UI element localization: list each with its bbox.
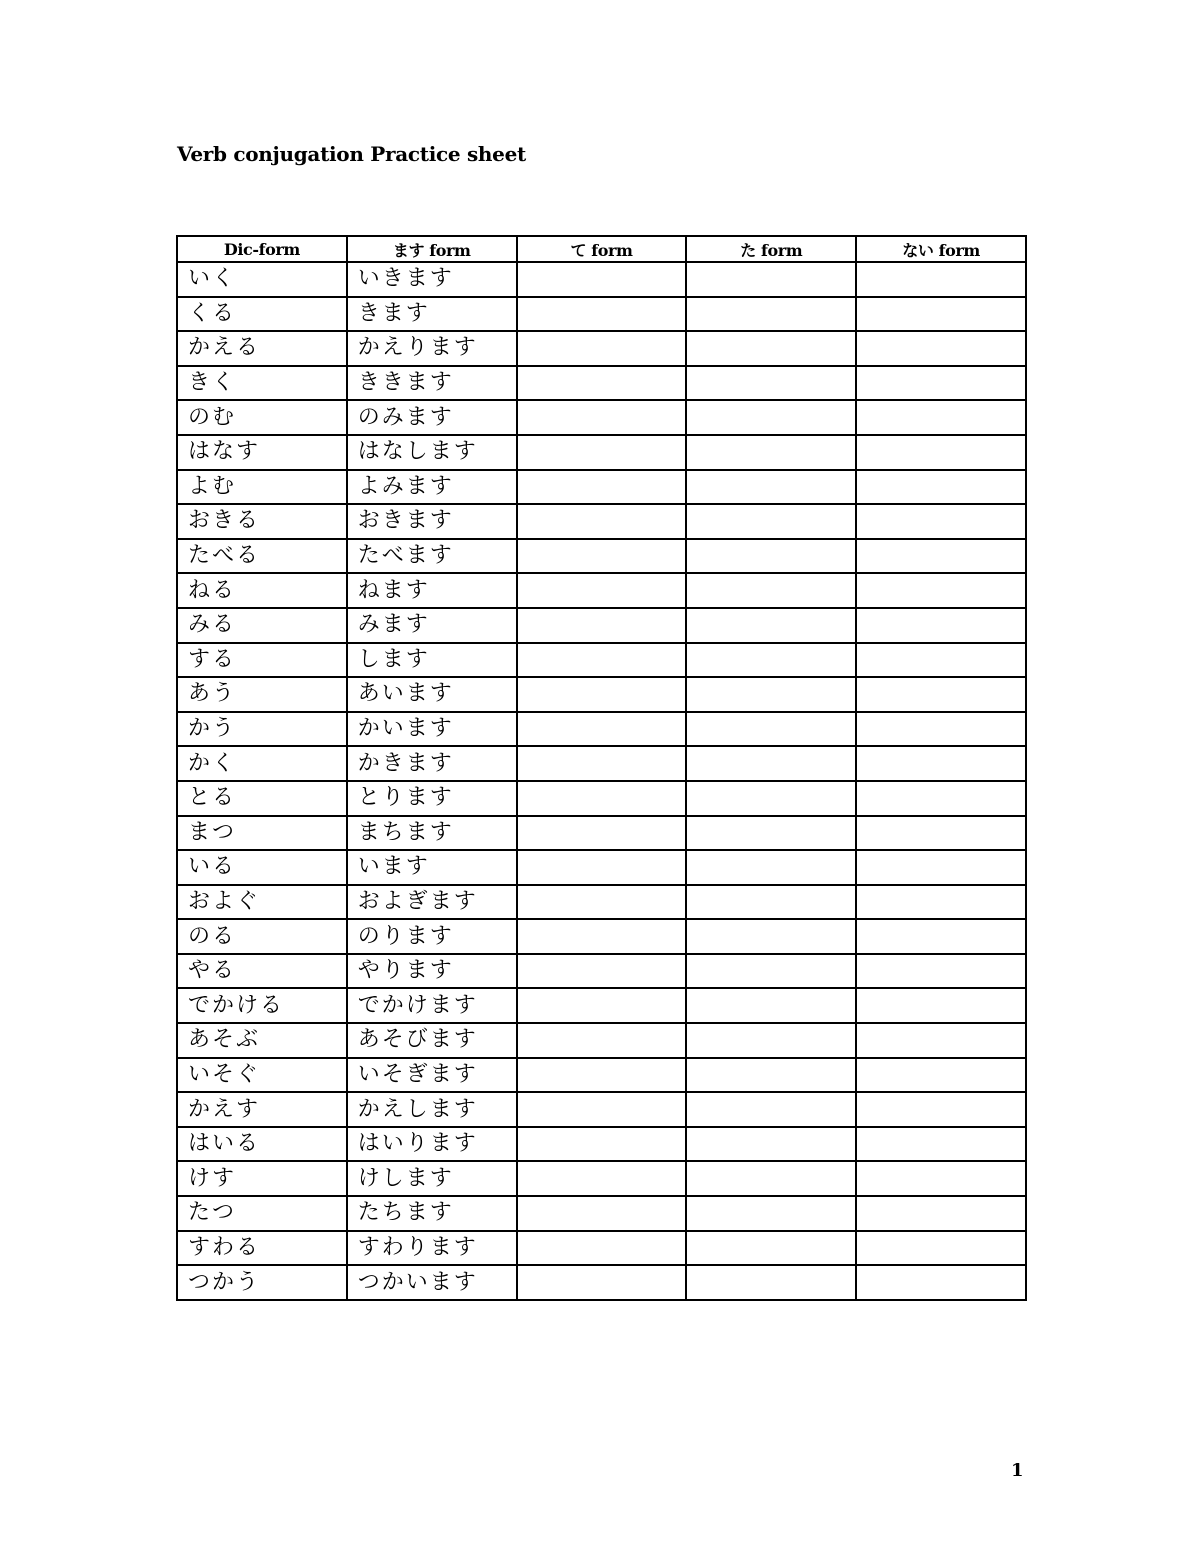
masu-form-cell: およぎます [347, 885, 517, 920]
ta-form-answer-cell[interactable] [686, 954, 856, 989]
te-form-answer-cell[interactable] [517, 988, 687, 1023]
te-form-answer-cell[interactable] [517, 677, 687, 712]
table-header-row [177, 236, 1026, 262]
table-row [177, 366, 1026, 401]
masu-form-cell: かえります [347, 331, 517, 366]
masu-form-cell: やります [347, 954, 517, 989]
dic-form-cell: つかう [177, 1265, 347, 1300]
masu-form-cell: つかいます [347, 1265, 517, 1300]
masu-form-cell: かきます [347, 746, 517, 781]
dic-form-cell: みる [177, 608, 347, 643]
nai-form-answer-cell[interactable] [856, 1265, 1026, 1300]
table-row [177, 919, 1026, 954]
dic-form-cell: およぐ [177, 885, 347, 920]
table-row [177, 643, 1026, 678]
table-row [177, 331, 1026, 366]
masu-form-cell: あそびます [347, 1023, 517, 1058]
masu-form-cell: います [347, 850, 517, 885]
masu-form-cell: のります [347, 919, 517, 954]
te-form-answer-cell[interactable] [517, 1231, 687, 1266]
table-row [177, 297, 1026, 332]
table-row [177, 1127, 1026, 1162]
ta-form-answer-cell[interactable] [686, 539, 856, 574]
te-form-answer-cell[interactable] [517, 435, 687, 470]
dic-form-cell: はなす [177, 435, 347, 470]
te-form-answer-cell[interactable] [517, 1161, 687, 1196]
masu-form-cell: きます [347, 297, 517, 332]
dic-form-cell: けす [177, 1161, 347, 1196]
table-row [177, 816, 1026, 851]
masu-form-cell: けします [347, 1161, 517, 1196]
masu-form-cell: すわります [347, 1231, 517, 1266]
nai-form-answer-cell[interactable] [856, 1127, 1026, 1162]
masu-form-cell: はいります [347, 1127, 517, 1162]
nai-form-answer-cell[interactable] [856, 366, 1026, 401]
nai-form-answer-cell[interactable] [856, 1161, 1026, 1196]
masu-form-cell: のみます [347, 400, 517, 435]
ta-form-answer-cell[interactable] [686, 331, 856, 366]
ta-form-answer-cell[interactable] [686, 746, 856, 781]
masu-form-cell: いそぎます [347, 1058, 517, 1093]
nai-form-answer-cell[interactable] [856, 1092, 1026, 1127]
dic-form-cell: まつ [177, 816, 347, 851]
table-row [177, 435, 1026, 470]
masu-form-cell: ききます [347, 366, 517, 401]
ta-form-answer-cell[interactable] [686, 1092, 856, 1127]
dic-form-cell: ねる [177, 573, 347, 608]
table-row [177, 539, 1026, 574]
te-form-answer-cell[interactable] [517, 1023, 687, 1058]
ta-form-answer-cell[interactable] [686, 816, 856, 851]
te-form-answer-cell[interactable] [517, 262, 687, 297]
dic-form-cell: くる [177, 297, 347, 332]
ta-form-answer-cell[interactable] [686, 850, 856, 885]
nai-form-answer-cell[interactable] [856, 504, 1026, 539]
ta-form-answer-cell[interactable] [686, 919, 856, 954]
dic-form-cell: やる [177, 954, 347, 989]
header-nai-form: ない form [856, 236, 1026, 262]
table-row [177, 262, 1026, 297]
table-row [177, 850, 1026, 885]
ta-form-answer-cell[interactable] [686, 1023, 856, 1058]
te-form-answer-cell[interactable] [517, 1092, 687, 1127]
ta-form-answer-cell[interactable] [686, 366, 856, 401]
header-masu-form: ます form [347, 236, 517, 262]
dic-form-cell: のる [177, 919, 347, 954]
masu-form-cell: たちます [347, 1196, 517, 1231]
table-row [177, 400, 1026, 435]
nai-form-answer-cell[interactable] [856, 850, 1026, 885]
ta-form-answer-cell[interactable] [686, 781, 856, 816]
masu-form-cell: します [347, 643, 517, 678]
masu-form-cell: はなします [347, 435, 517, 470]
table-row [177, 1092, 1026, 1127]
ta-form-answer-cell[interactable] [686, 262, 856, 297]
table-row [177, 1161, 1026, 1196]
ta-form-answer-cell[interactable] [686, 712, 856, 747]
table-row [177, 954, 1026, 989]
te-form-answer-cell[interactable] [517, 816, 687, 851]
ta-form-answer-cell[interactable] [686, 885, 856, 920]
te-form-answer-cell[interactable] [517, 366, 687, 401]
nai-form-answer-cell[interactable] [856, 746, 1026, 781]
te-form-answer-cell[interactable] [517, 885, 687, 920]
te-form-answer-cell[interactable] [517, 919, 687, 954]
ta-form-answer-cell[interactable] [686, 1265, 856, 1300]
te-form-answer-cell[interactable] [517, 1196, 687, 1231]
te-form-answer-cell[interactable] [517, 400, 687, 435]
table-row [177, 781, 1026, 816]
table-row [177, 677, 1026, 712]
dic-form-cell: あそぶ [177, 1023, 347, 1058]
masu-form-cell: みます [347, 608, 517, 643]
nai-form-answer-cell[interactable] [856, 470, 1026, 505]
table-row [177, 1196, 1026, 1231]
dic-form-cell: いく [177, 262, 347, 297]
dic-form-cell: かう [177, 712, 347, 747]
nai-form-answer-cell[interactable] [856, 435, 1026, 470]
te-form-answer-cell[interactable] [517, 643, 687, 678]
masu-form-cell: かえします [347, 1092, 517, 1127]
ta-form-answer-cell[interactable] [686, 608, 856, 643]
header-ta-form: た form [686, 236, 856, 262]
masu-form-cell: ねます [347, 573, 517, 608]
ta-form-answer-cell[interactable] [686, 1127, 856, 1162]
ta-form-answer-cell[interactable] [686, 400, 856, 435]
nai-form-answer-cell[interactable] [856, 677, 1026, 712]
nai-form-answer-cell[interactable] [856, 1058, 1026, 1093]
te-form-answer-cell[interactable] [517, 331, 687, 366]
te-form-answer-cell[interactable] [517, 504, 687, 539]
page-number: 1 [1011, 1460, 1024, 1481]
table-row [177, 1265, 1026, 1300]
te-form-answer-cell[interactable] [517, 781, 687, 816]
ta-form-answer-cell[interactable] [686, 677, 856, 712]
masu-form-cell: あいます [347, 677, 517, 712]
te-form-answer-cell[interactable] [517, 850, 687, 885]
dic-form-cell: いる [177, 850, 347, 885]
nai-form-answer-cell[interactable] [856, 400, 1026, 435]
table-body [177, 262, 1026, 1300]
ta-form-answer-cell[interactable] [686, 297, 856, 332]
table-row [177, 1023, 1026, 1058]
ta-form-answer-cell[interactable] [686, 1196, 856, 1231]
dic-form-cell: よむ [177, 470, 347, 505]
dic-form-cell: すわる [177, 1231, 347, 1266]
dic-form-cell: かく [177, 746, 347, 781]
te-form-answer-cell[interactable] [517, 297, 687, 332]
ta-form-answer-cell[interactable] [686, 1231, 856, 1266]
ta-form-answer-cell[interactable] [686, 1161, 856, 1196]
masu-form-cell: おきます [347, 504, 517, 539]
header-te-form: て form [517, 236, 687, 262]
table-row [177, 504, 1026, 539]
nai-form-answer-cell[interactable] [856, 712, 1026, 747]
nai-form-answer-cell[interactable] [856, 1023, 1026, 1058]
dic-form-cell: あう [177, 677, 347, 712]
table-row [177, 470, 1026, 505]
masu-form-cell: とります [347, 781, 517, 816]
table-row [177, 1058, 1026, 1093]
nai-form-answer-cell[interactable] [856, 608, 1026, 643]
ta-form-answer-cell[interactable] [686, 435, 856, 470]
header-dic-form: Dic-form [177, 236, 347, 262]
table-row [177, 885, 1026, 920]
te-form-answer-cell[interactable] [517, 1127, 687, 1162]
nai-form-answer-cell[interactable] [856, 297, 1026, 332]
nai-form-answer-cell[interactable] [856, 954, 1026, 989]
dic-form-cell: する [177, 643, 347, 678]
nai-form-answer-cell[interactable] [856, 331, 1026, 366]
dic-form-cell: おきる [177, 504, 347, 539]
nai-form-answer-cell[interactable] [856, 573, 1026, 608]
nai-form-answer-cell[interactable] [856, 781, 1026, 816]
table-row [177, 712, 1026, 747]
dic-form-cell: たべる [177, 539, 347, 574]
dic-form-cell: いそぐ [177, 1058, 347, 1093]
nai-form-answer-cell[interactable] [856, 919, 1026, 954]
ta-form-answer-cell[interactable] [686, 643, 856, 678]
masu-form-cell: かいます [347, 712, 517, 747]
dic-form-cell: のむ [177, 400, 347, 435]
te-form-answer-cell[interactable] [517, 1058, 687, 1093]
nai-form-answer-cell[interactable] [856, 262, 1026, 297]
masu-form-cell: でかけます [347, 988, 517, 1023]
verb-conjugation-table [176, 235, 1027, 1301]
ta-form-answer-cell[interactable] [686, 470, 856, 505]
te-form-answer-cell[interactable] [517, 573, 687, 608]
te-form-answer-cell[interactable] [517, 539, 687, 574]
table-row [177, 573, 1026, 608]
dic-form-cell: はいる [177, 1127, 347, 1162]
dic-form-cell: かえす [177, 1092, 347, 1127]
page-title: Verb conjugation Practice sheet [177, 142, 526, 166]
ta-form-answer-cell[interactable] [686, 988, 856, 1023]
table-row [177, 1231, 1026, 1266]
nai-form-answer-cell[interactable] [856, 1196, 1026, 1231]
ta-form-answer-cell[interactable] [686, 1058, 856, 1093]
te-form-answer-cell[interactable] [517, 954, 687, 989]
te-form-answer-cell[interactable] [517, 608, 687, 643]
nai-form-answer-cell[interactable] [856, 539, 1026, 574]
te-form-answer-cell[interactable] [517, 746, 687, 781]
masu-form-cell: よみます [347, 470, 517, 505]
te-form-answer-cell[interactable] [517, 470, 687, 505]
dic-form-cell: でかける [177, 988, 347, 1023]
masu-form-cell: まちます [347, 816, 517, 851]
dic-form-cell: かえる [177, 331, 347, 366]
nai-form-answer-cell[interactable] [856, 988, 1026, 1023]
table-row [177, 988, 1026, 1023]
table-row [177, 608, 1026, 643]
dic-form-cell: たつ [177, 1196, 347, 1231]
dic-form-cell: きく [177, 366, 347, 401]
ta-form-answer-cell[interactable] [686, 573, 856, 608]
masu-form-cell: たべます [347, 539, 517, 574]
nai-form-answer-cell[interactable] [856, 1231, 1026, 1266]
te-form-answer-cell[interactable] [517, 712, 687, 747]
table-row [177, 746, 1026, 781]
nai-form-answer-cell[interactable] [856, 816, 1026, 851]
masu-form-cell: いきます [347, 262, 517, 297]
nai-form-answer-cell[interactable] [856, 885, 1026, 920]
nai-form-answer-cell[interactable] [856, 643, 1026, 678]
te-form-answer-cell[interactable] [517, 1265, 687, 1300]
ta-form-answer-cell[interactable] [686, 504, 856, 539]
dic-form-cell: とる [177, 781, 347, 816]
